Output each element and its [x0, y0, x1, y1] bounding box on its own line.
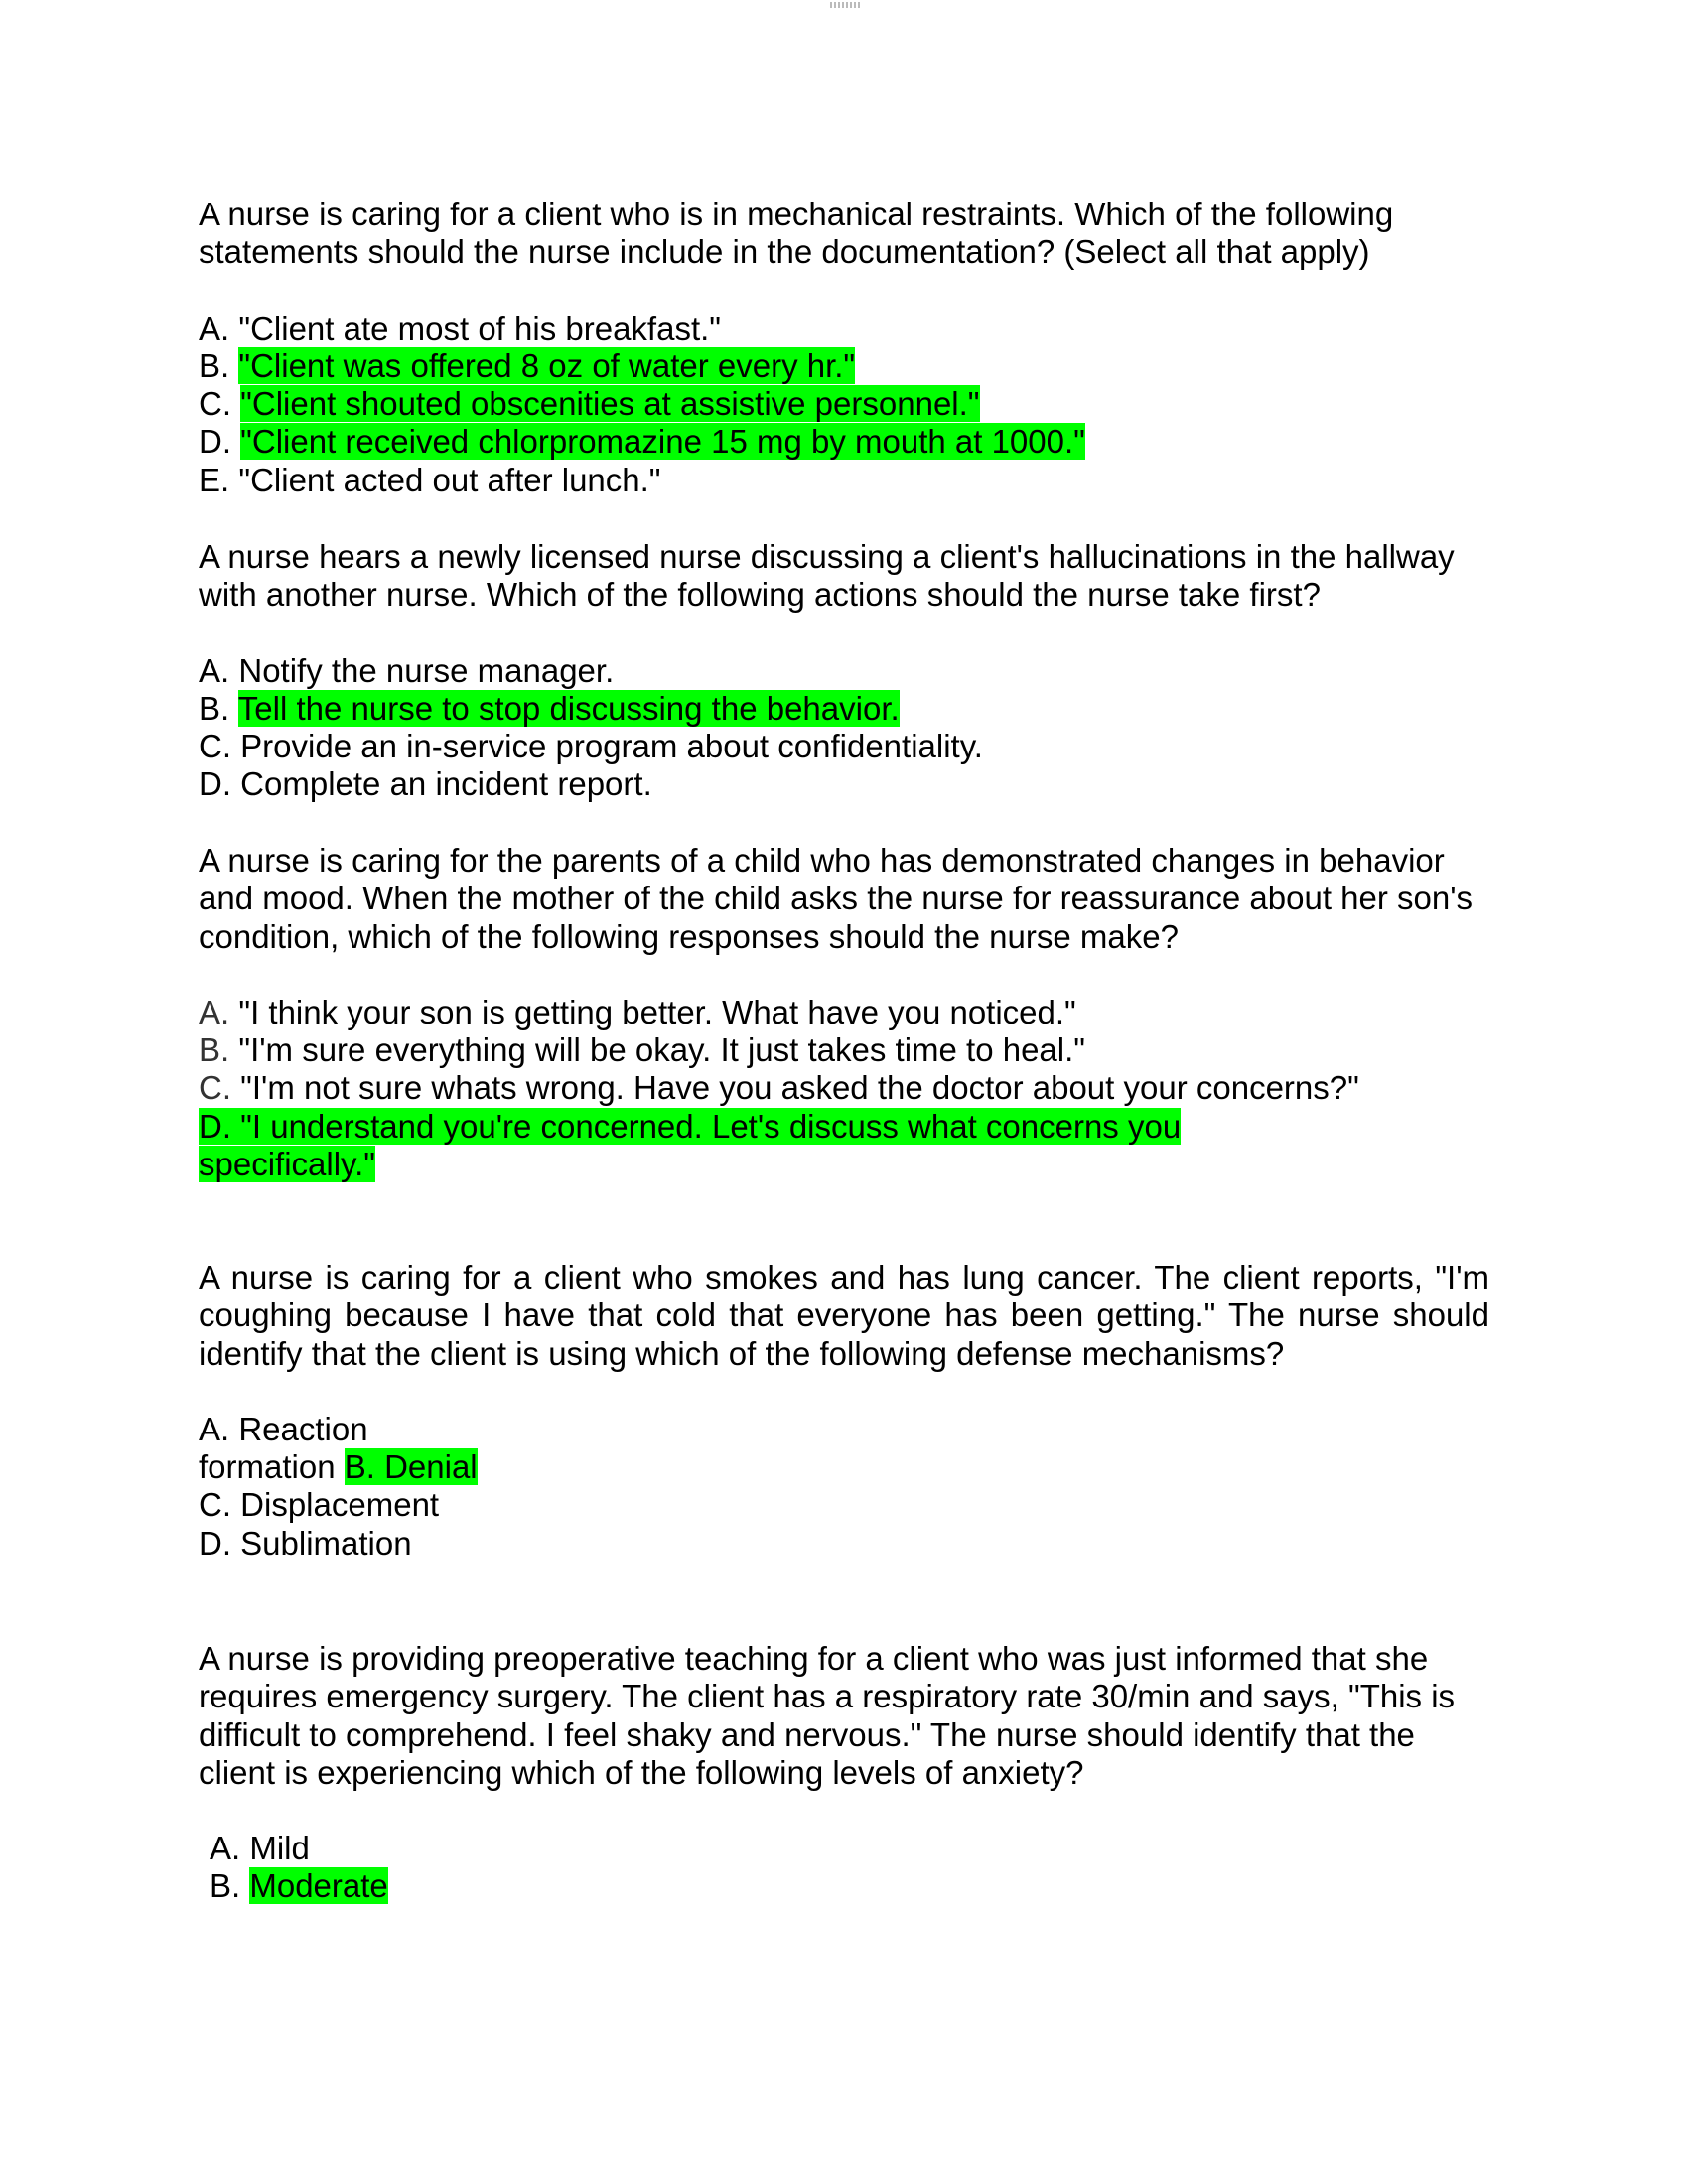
question-2 — [199, 538, 1489, 804]
option-a-continued — [199, 1448, 1489, 1486]
option-text: "Client ate most of his breakfast." — [238, 309, 721, 346]
option-text-highlighted: Moderate — [249, 1867, 388, 1905]
question-stem: A nurse is providing preoperative teaching for a client who was just informed that she requires emergency surgery. The client has a respiratory rate 30/min and says, "This is difficult to comprehend. I feel shaky and nervous." The nurse should identify that the client is experiencing which of the following levels of anxiety? — [199, 1640, 1456, 1791]
option-letter: B. — [199, 1031, 230, 1069]
option-c — [199, 728, 1489, 765]
question-4 — [199, 1259, 1489, 1563]
question-1 — [199, 196, 1489, 499]
option-c — [199, 1069, 1489, 1107]
option-d-continued — [199, 1146, 1489, 1183]
answer-options — [199, 1411, 1489, 1563]
option-letter: B. — [199, 689, 230, 727]
option-d — [199, 1525, 1489, 1563]
option-a — [199, 994, 1489, 1031]
option-text-highlighted: "Client was offered 8 oz of water every hr." — [238, 346, 856, 384]
option-letter: B. — [199, 346, 230, 384]
option-text: "I'm sure everything will be okay. It just takes time to heal." — [238, 1031, 1085, 1069]
option-a — [199, 310, 1489, 347]
option-b — [199, 1031, 1489, 1069]
option-text-highlighted: specifically." — [199, 1146, 375, 1183]
option-letter: C. — [199, 385, 231, 423]
option-letter: E. — [199, 461, 230, 498]
option-text-highlighted: D. "I understand you're concerned. Let's discuss what concerns you — [199, 1107, 1182, 1145]
option-d — [199, 765, 1489, 803]
answer-options — [199, 1830, 1489, 1906]
option-a — [210, 1830, 1489, 1867]
option-b — [199, 690, 1489, 728]
option-text: formation — [199, 1448, 336, 1486]
option-text: Complete an incident report. — [240, 765, 652, 803]
option-b — [210, 1867, 1489, 1905]
option-letter: A. — [210, 1830, 241, 1867]
option-text: "Client acted out after lunch." — [238, 461, 661, 498]
option-text: "I think your son is getting better. What have you noticed." — [238, 993, 1076, 1030]
option-c — [199, 385, 1489, 423]
option-e — [199, 462, 1489, 499]
option-text-highlighted: Tell the nurse to stop discussing the behavior. — [237, 689, 900, 727]
option-b — [199, 347, 1489, 385]
option-text-highlighted: "Client received chlorpromazine 15 mg by mouth at 1000." — [240, 423, 1085, 461]
option-letter: A. — [199, 651, 230, 689]
question-stem: A nurse hears a newly licensed nurse discussing a client's hallucinations in the hallway with another nurse. Which of the following actions should the nurse take first? — [199, 538, 1455, 614]
option-text-highlighted: "Client shouted obscenities at assistive personnel." — [240, 385, 980, 423]
option-letter: A. — [199, 993, 230, 1030]
option-text: "I'm not sure whats wrong. Have you asked the doctor about your concerns?" — [240, 1069, 1359, 1107]
option-d — [199, 423, 1489, 461]
answer-options — [199, 652, 1489, 804]
option-d — [199, 1108, 1489, 1146]
question-5 — [199, 1640, 1489, 1906]
option-c — [199, 1486, 1489, 1524]
option-text: C. Displacement — [199, 1486, 440, 1524]
option-text: Notify the nurse manager. — [238, 651, 615, 689]
question-stem: A nurse is caring for a client who smokes and has lung cancer. The client reports, "I'm coughing because I have that cold that everyone has been getting." The nurse should identify that the client is using which of the following defense mechanisms? — [199, 1259, 1489, 1372]
option-text: Mild — [249, 1830, 310, 1867]
option-letter: A. — [199, 309, 230, 346]
question-stem: A nurse is caring for a client who is in mechanical restraints. Which of the following statements should the nurse include in the documentation? (Select all that apply) — [199, 196, 1394, 271]
header-mark — [830, 2, 860, 8]
answer-options — [199, 994, 1489, 1183]
question-stem: A nurse is caring for the parents of a child who has demonstrated changes in behavior and mood. When the mother of the child asks the nurse for reassurance about her son's condition, which of the following responses should the nurse make? — [199, 842, 1474, 955]
option-letter: C. — [199, 728, 231, 765]
question-3 — [199, 842, 1489, 1183]
option-text: D. Sublimation — [199, 1524, 412, 1562]
option-text: Provide an in-service program about confidentiality. — [240, 728, 983, 765]
option-letter: D. — [199, 765, 231, 803]
option-text: A. Reaction — [199, 1410, 368, 1447]
answer-options — [199, 310, 1489, 499]
option-b-highlighted: B. Denial — [344, 1448, 478, 1486]
option-letter: C. — [199, 1069, 231, 1107]
option-letter: B. — [210, 1867, 241, 1905]
option-letter: D. — [199, 423, 231, 461]
option-a — [199, 1411, 1489, 1448]
option-a — [199, 652, 1489, 690]
